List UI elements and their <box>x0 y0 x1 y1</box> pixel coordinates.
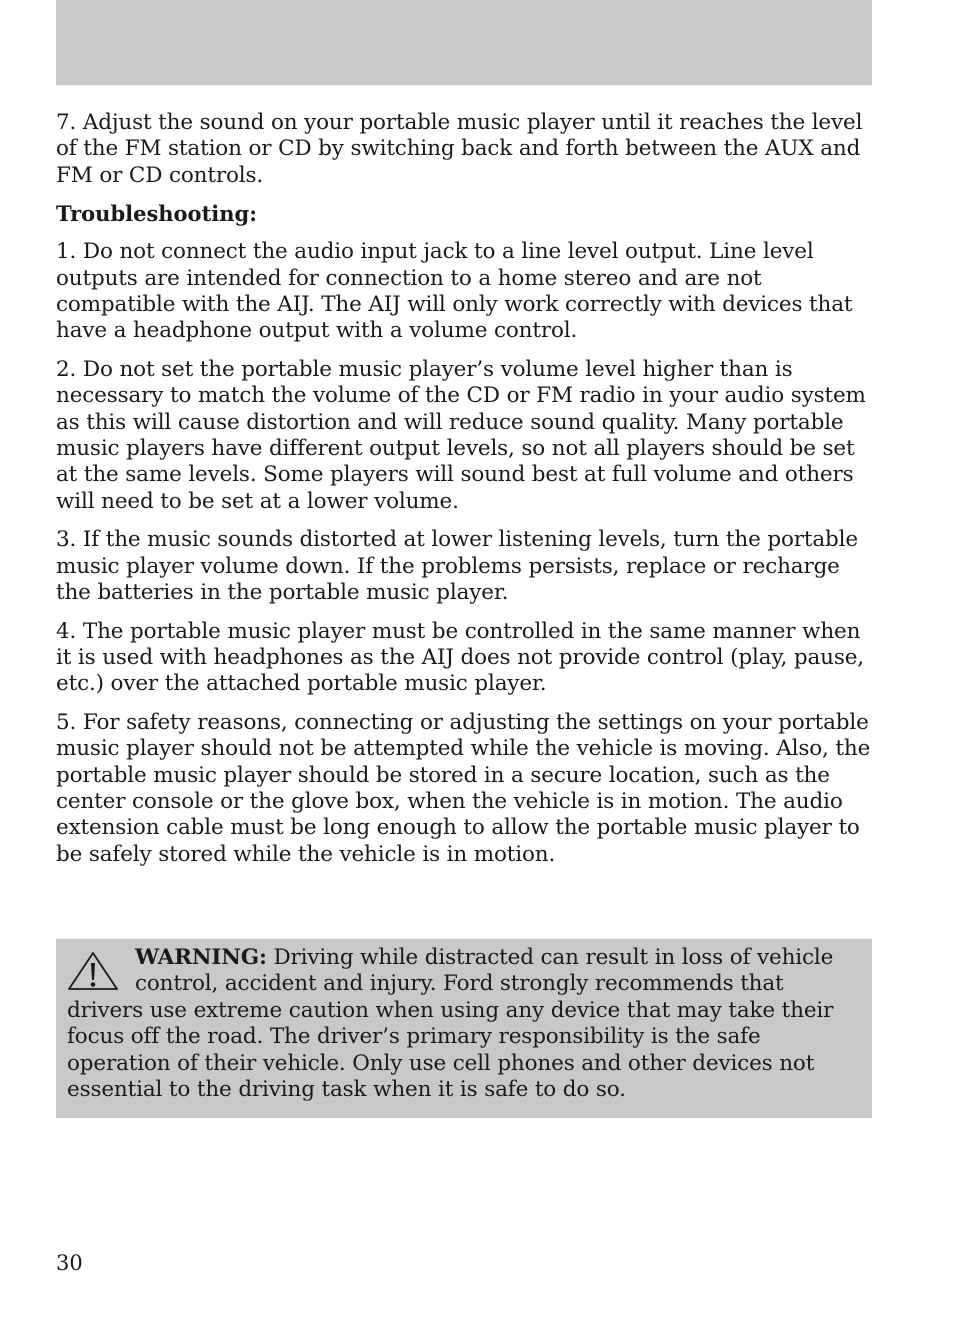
warning-label: WARNING: <box>135 945 267 970</box>
troubleshooting-heading: Troubleshooting: <box>56 201 257 227</box>
troubleshooting-item-5: 5. For safety reasons, connecting or adjusting the settings on your portable music player should not be attempted while the vehicle is moving. Also, the portable music player should be stored in a secure location, such as the center console or the glove box, when the vehicle is in motion. The audio extension cable must be long enough to allow the portable music player to be safely stored while the vehicle is in motion. <box>56 709 871 867</box>
main-content <box>56 110 872 880</box>
page-number: 30 <box>56 1251 83 1275</box>
warning-triangle-icon <box>67 951 119 991</box>
header-band <box>56 0 872 85</box>
warning-paragraph <box>67 945 858 1103</box>
troubleshooting-item-2: 2. Do not set the portable music player’s volume level higher than is necessary to match the volume of the CD or FM radio in your audio system as this will cause distortion and will reduce sound quality. Many portable music players have different output levels, so not all players should be set at the same levels. Some players will sound best at full volume and others will need to be set at a lower volume. <box>56 356 866 514</box>
troubleshooting-item-1: 1. Do not connect the audio input jack to a line level output. Line level outputs are intended for connection to a home stereo and are not compatible with the AIJ. The AIJ will only work correctly with devices that have a headphone output with a volume control. <box>56 239 853 344</box>
warning-body: Driving while distracted can result in loss of vehicle control, accident and injury. Ford strongly recommends that drivers use extreme caution when using any device that may take their focus off the road. The driver’s primary responsibility is the safe operation of their vehicle. Only use cell phones and other devices not essential to the driving task when it is safe to do so. <box>67 945 834 1103</box>
warning-box <box>56 939 872 1118</box>
troubleshooting-item-4: 4. The portable music player must be controlled in the same manner when it is used with headphones as the AIJ does not provide control (play, pause, etc.) over the attached portable music player. <box>56 618 864 697</box>
troubleshooting-item-3: 3. If the music sounds distorted at lower listening levels, turn the portable music player volume down. If the problems persists, replace or recharge the batteries in the portable music player. <box>56 527 858 606</box>
step-7-paragraph: 7. Adjust the sound on your portable music player until it reaches the level of the FM station or CD by switching back and forth between the AUX and FM or CD controls. <box>56 110 863 188</box>
